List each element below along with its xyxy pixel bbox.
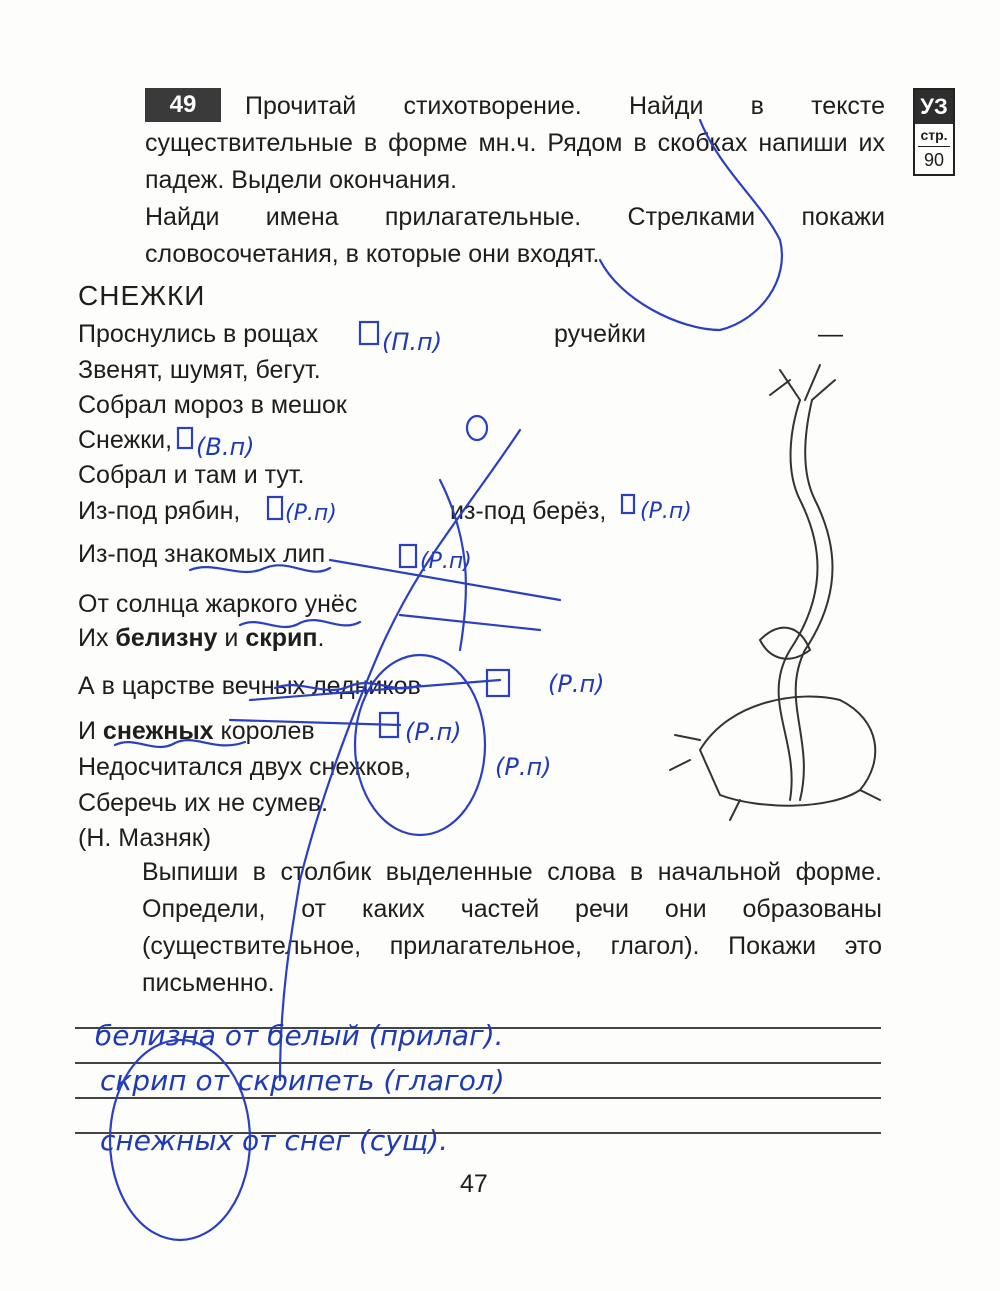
task-2-text: Выпиши в столбик выделенные слова в начальной форме. Определи, от каких частей речи они образованы (существительное, прилагательное, глагол). Покажи это письменно. <box>142 858 882 997</box>
poem-line: Звенят, шумят, бегут. <box>78 356 321 384</box>
answer-line <box>75 1062 881 1064</box>
poem-title: СНЕЖКИ <box>78 280 206 311</box>
bold-word-skrip: скрип <box>245 624 318 652</box>
poem-line: Недосчитался двух снежков, <box>78 753 412 781</box>
poem-line: Их белизну и скрип. <box>78 624 325 652</box>
answer-line <box>75 1027 881 1029</box>
poem-line: Собрал и там и тут. <box>78 461 305 489</box>
answer-2: скрип от скрипеть (глагол) <box>100 1064 505 1097</box>
case-note: (Р.п) <box>640 499 692 524</box>
poem-line: Из-под знакомых лип <box>78 540 326 568</box>
answer-line <box>75 1097 881 1099</box>
uz-label: УЗ <box>915 90 953 124</box>
task-line-2: Найди имена прилагательные. Стрелками покажи словосочетания, в которые они входят. <box>145 203 885 268</box>
ending-box <box>380 713 398 737</box>
poem-line: Собрал мороз в мешок <box>78 391 347 419</box>
page-number: 47 <box>460 1170 488 1198</box>
case-note: (В.п) <box>196 433 255 461</box>
poem-line: Из-под рябин, <box>78 497 241 525</box>
poem-author: (Н. Мазняк) <box>78 824 212 852</box>
poem-line: Сберечь их не сумев. <box>78 789 329 817</box>
arrow-line <box>400 615 540 630</box>
poem-line: От солнца жаркого унёс <box>78 590 358 618</box>
bleed-through-text <box>560 330 890 1170</box>
ending-box <box>487 670 509 696</box>
case-note: (Р.п) <box>548 670 605 698</box>
poem-line: Снежки, <box>78 426 173 454</box>
case-note: (Р.п) <box>420 549 472 574</box>
bold-word-belizna: белизну <box>115 624 218 652</box>
task-2-instructions <box>142 854 882 1002</box>
poem-dash: — <box>818 320 843 348</box>
case-note: (Р.п) <box>495 753 552 781</box>
ink-circle <box>467 416 487 440</box>
bold-word-snezhnyh: снежных <box>102 717 214 745</box>
answer-1: белизна от белый (прилаг). <box>95 1019 504 1052</box>
poem-line: Проснулись в рощах <box>78 320 319 348</box>
case-note: (Р.п) <box>405 718 462 746</box>
ending-box <box>360 322 378 344</box>
poem-line: ручейки <box>554 320 646 348</box>
poem-line: А в царстве вечных ледников <box>78 672 421 700</box>
case-note: (Р.п) <box>285 501 337 526</box>
task-instructions <box>145 88 885 273</box>
ending-box <box>268 497 282 519</box>
uz-badge <box>913 88 955 176</box>
task-line-1: Прочитай стихотворение. Найди в тексте существительные в форме мн.ч. Рядом в скобках напиши их падеж. Выдели окончания. <box>145 92 885 194</box>
case-note: (П.п) <box>382 328 443 356</box>
answer-line <box>75 1132 881 1134</box>
arrow-line <box>330 560 560 600</box>
uz-page-label: стр. <box>920 127 948 143</box>
answer-3: снежных от снег (сущ). <box>100 1124 449 1157</box>
poem-line: из-под берёз, <box>450 497 607 525</box>
ending-box <box>178 428 192 448</box>
uz-page-number: 90 <box>918 146 950 173</box>
exercise-number: 49 <box>145 88 221 122</box>
ending-box <box>400 545 416 567</box>
ink-circle <box>110 1040 250 1240</box>
poem-line: И снежных королев <box>78 717 315 745</box>
